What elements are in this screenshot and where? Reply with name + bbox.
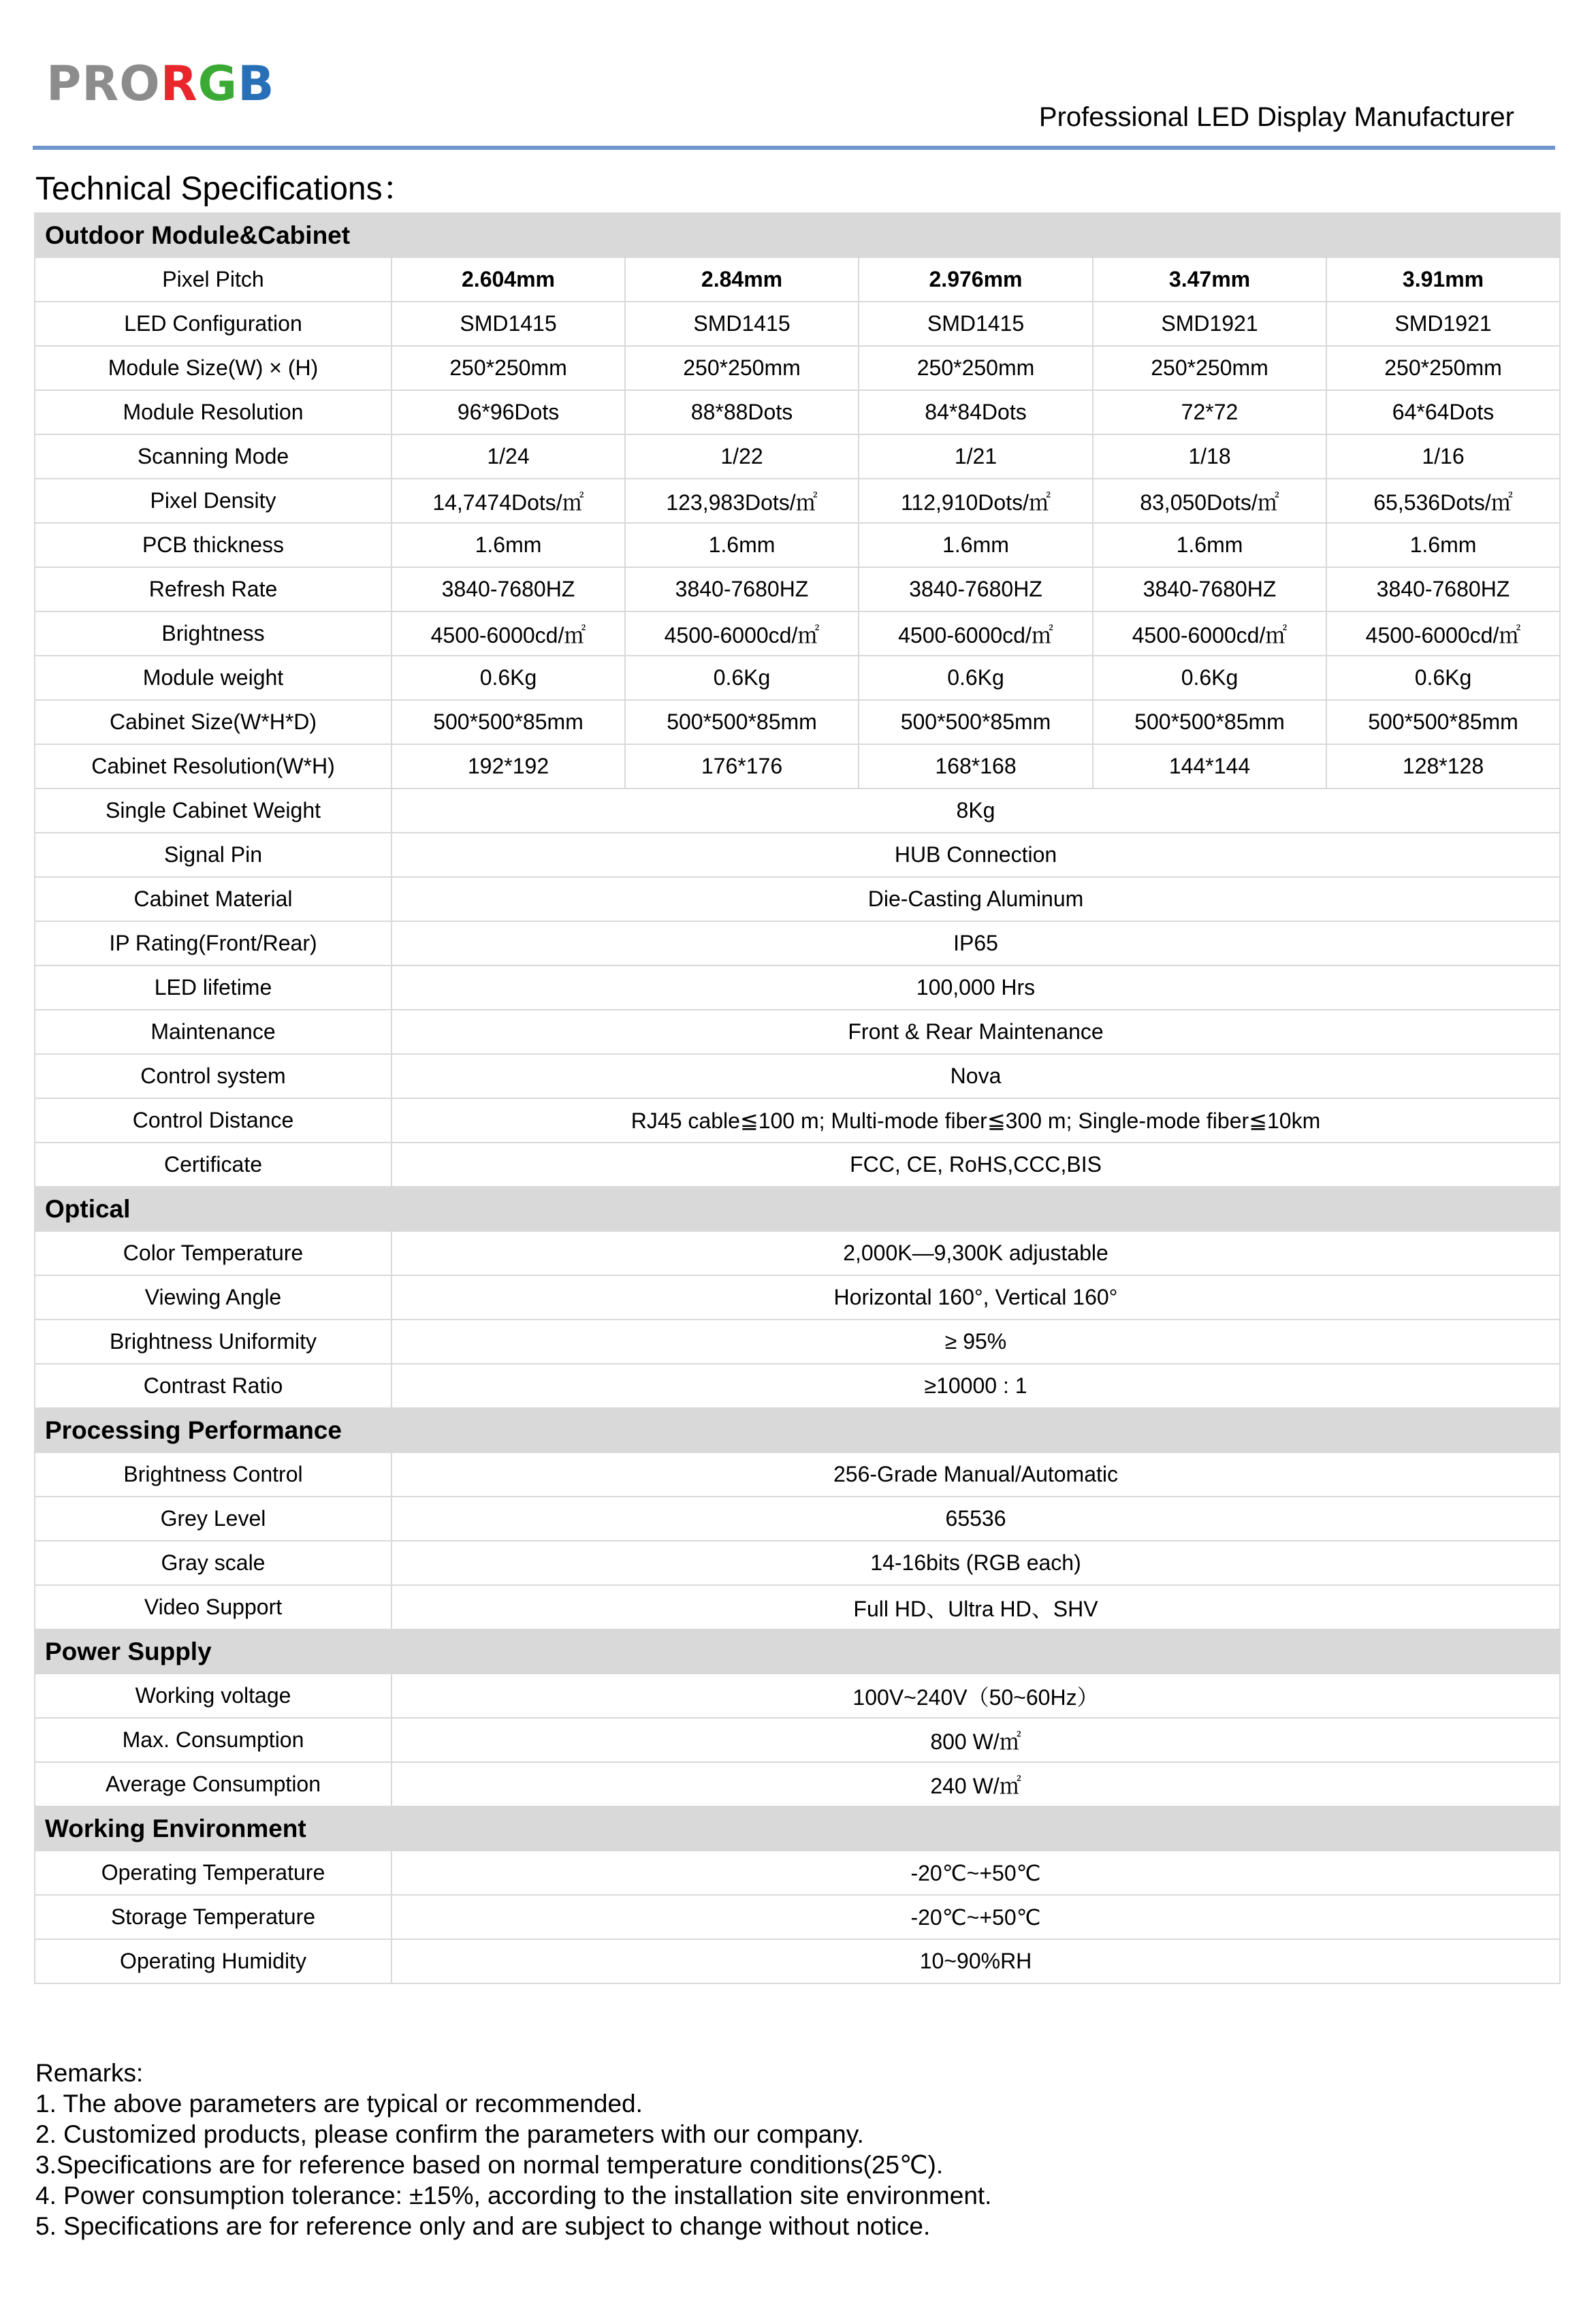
spec-value: Horizontal 160°, Vertical 160° xyxy=(392,1275,1560,1320)
spec-value: 3840-7680HZ xyxy=(1093,567,1326,611)
spec-label: Module weight xyxy=(35,656,392,700)
spec-row xyxy=(35,1143,1560,1187)
section-header-row xyxy=(35,1408,1560,1452)
remark-item: 2. Customized products, please confirm the parameters with our company. xyxy=(35,2120,864,2148)
spec-value: 65536 xyxy=(392,1497,1560,1541)
spec-value: 176*176 xyxy=(625,744,859,788)
spec-label: Brightness xyxy=(35,611,392,656)
spec-value: 250*250mm xyxy=(1326,346,1560,390)
spec-row xyxy=(35,700,1560,744)
spec-label: Operating Temperature xyxy=(35,1851,392,1895)
spec-value: 4500-6000cd/㎡ xyxy=(1093,611,1326,656)
spec-value: SMD1415 xyxy=(392,302,625,346)
spec-value: -20℃~+50℃ xyxy=(392,1851,1560,1895)
spec-value: 1.6mm xyxy=(392,523,625,567)
spec-label: Storage Temperature xyxy=(35,1895,392,1939)
spec-row xyxy=(35,1585,1560,1629)
spec-row xyxy=(35,656,1560,700)
spec-label: LED lifetime xyxy=(35,965,392,1010)
page-title: Technical Specifications： xyxy=(35,171,415,207)
spec-row xyxy=(35,788,1560,833)
spec-label: Grey Level xyxy=(35,1497,392,1541)
spec-label: Operating Humidity xyxy=(35,1939,392,1983)
spec-value: 1/18 xyxy=(1093,434,1326,479)
spec-row xyxy=(35,1364,1560,1408)
spec-value: SMD1415 xyxy=(859,302,1093,346)
spec-row xyxy=(35,390,1560,434)
spec-value: 256-Grade Manual/Automatic xyxy=(392,1452,1560,1497)
remarks-heading: Remarks: xyxy=(35,2059,144,2087)
spec-value: 168*168 xyxy=(859,744,1093,788)
spec-label: Control Distance xyxy=(35,1098,392,1143)
spec-value: 96*96Dots xyxy=(392,390,625,434)
spec-label: Control system xyxy=(35,1054,392,1098)
spec-value: 3840-7680HZ xyxy=(1326,567,1560,611)
spec-value: 500*500*85mm xyxy=(1326,700,1560,744)
spec-row xyxy=(35,1452,1560,1497)
spec-value: 500*500*85mm xyxy=(625,700,859,744)
spec-value: 84*84Dots xyxy=(859,390,1093,434)
logo-part-r: R xyxy=(160,56,198,112)
section-header-row xyxy=(35,1187,1560,1231)
section-header-row xyxy=(35,1806,1560,1851)
spec-value: 100,000 Hrs xyxy=(392,965,1560,1010)
spec-value: 3840-7680HZ xyxy=(392,567,625,611)
spec-value: 3.47mm xyxy=(1093,257,1326,302)
header-divider xyxy=(33,146,1555,150)
section-title: Power Supply xyxy=(35,1629,1560,1674)
spec-value: 3.91mm xyxy=(1326,257,1560,302)
spec-label: Cabinet Resolution(W*H) xyxy=(35,744,392,788)
spec-value: 192*192 xyxy=(392,744,625,788)
spec-label: Cabinet Size(W*H*D) xyxy=(35,700,392,744)
spec-value: Front & Rear Maintenance xyxy=(392,1010,1560,1054)
spec-row xyxy=(35,1718,1560,1762)
spec-value: 1/16 xyxy=(1326,434,1560,479)
logo-part-b: B xyxy=(238,56,275,112)
spec-value: 128*128 xyxy=(1326,744,1560,788)
spec-row xyxy=(35,1851,1560,1895)
spec-table xyxy=(34,212,1561,1984)
section-header-row xyxy=(35,213,1560,257)
section-title: Outdoor Module&Cabinet xyxy=(35,213,1560,257)
spec-value: 8Kg xyxy=(392,788,1560,833)
section-title: Optical xyxy=(35,1187,1560,1231)
spec-value: 1.6mm xyxy=(1326,523,1560,567)
spec-value: 0.6Kg xyxy=(1326,656,1560,700)
spec-row xyxy=(35,479,1560,523)
spec-value: 240 W/㎡ xyxy=(392,1762,1560,1806)
spec-row xyxy=(35,1275,1560,1320)
remark-item: 5. Specifications are for reference only and are subject to change without notice. xyxy=(35,2212,931,2240)
spec-label: Viewing Angle xyxy=(35,1275,392,1320)
spec-value: 1/24 xyxy=(392,434,625,479)
spec-value: 0.6Kg xyxy=(625,656,859,700)
spec-label: Gray scale xyxy=(35,1541,392,1585)
spec-value: 0.6Kg xyxy=(1093,656,1326,700)
spec-value: ≥ 95% xyxy=(392,1320,1560,1364)
spec-value: 500*500*85mm xyxy=(392,700,625,744)
spec-value: 250*250mm xyxy=(1093,346,1326,390)
spec-label: Pixel Density xyxy=(35,479,392,523)
spec-value: 64*64Dots xyxy=(1326,390,1560,434)
spec-value: FCC, CE, RoHS,CCC,BIS xyxy=(392,1143,1560,1187)
spec-value: HUB Connection xyxy=(392,833,1560,877)
spec-value: 4500-6000cd/㎡ xyxy=(392,611,625,656)
spec-label: Video Support xyxy=(35,1585,392,1629)
spec-row xyxy=(35,302,1560,346)
spec-label: PCB thickness xyxy=(35,523,392,567)
remark-item: 3.Specifications are for reference based on normal temperature conditions(25℃). xyxy=(35,2151,944,2179)
spec-label: Cabinet Material xyxy=(35,877,392,921)
spec-value: 14,7474Dots/㎡ xyxy=(392,479,625,523)
spec-label: IP Rating(Front/Rear) xyxy=(35,921,392,965)
spec-value: 500*500*85mm xyxy=(859,700,1093,744)
spec-value: 2.84mm xyxy=(625,257,859,302)
remarks-block xyxy=(35,2058,991,2241)
spec-value: 1.6mm xyxy=(625,523,859,567)
spec-row xyxy=(35,523,1560,567)
spec-row xyxy=(35,921,1560,965)
spec-value: 144*144 xyxy=(1093,744,1326,788)
spec-value: -20℃~+50℃ xyxy=(392,1895,1560,1939)
spec-label: Module Resolution xyxy=(35,390,392,434)
spec-value: 88*88Dots xyxy=(625,390,859,434)
spec-label: Average Consumption xyxy=(35,1762,392,1806)
spec-label: Contrast Ratio xyxy=(35,1364,392,1408)
spec-row xyxy=(35,611,1560,656)
spec-value: 3840-7680HZ xyxy=(625,567,859,611)
spec-value: RJ45 cable≦100 m; Multi-mode fiber≦300 m; Single-mode fiber≦10km xyxy=(392,1098,1560,1143)
spec-value: 2.604mm xyxy=(392,257,625,302)
spec-table-body xyxy=(35,213,1560,1983)
spec-label: Pixel Pitch xyxy=(35,257,392,302)
spec-value: 800 W/㎡ xyxy=(392,1718,1560,1762)
spec-value: Full HD、Ultra HD、SHV xyxy=(392,1585,1560,1629)
spec-value: 65,536Dots/㎡ xyxy=(1326,479,1560,523)
spec-value: 1.6mm xyxy=(1093,523,1326,567)
spec-label: Single Cabinet Weight xyxy=(35,788,392,833)
spec-value: SMD1921 xyxy=(1326,302,1560,346)
spec-value: 2,000K—9,300K adjustable xyxy=(392,1231,1560,1275)
section-title: Processing Performance xyxy=(35,1408,1560,1452)
spec-row xyxy=(35,567,1560,611)
spec-row xyxy=(35,1231,1560,1275)
spec-value: 4500-6000cd/㎡ xyxy=(625,611,859,656)
spec-value: 100V~240V（50~60Hz） xyxy=(392,1674,1560,1718)
spec-label: Maintenance xyxy=(35,1010,392,1054)
logo-part-pro: PRO xyxy=(46,56,161,112)
spec-row xyxy=(35,1054,1560,1098)
spec-row xyxy=(35,1541,1560,1585)
spec-row xyxy=(35,833,1560,877)
spec-value: 83,050Dots/㎡ xyxy=(1093,479,1326,523)
spec-value: 14-16bits (RGB each) xyxy=(392,1541,1560,1585)
spec-row xyxy=(35,1497,1560,1541)
spec-row xyxy=(35,1674,1560,1718)
spec-value: Die-Casting Aluminum xyxy=(392,877,1560,921)
spec-value: 4500-6000cd/㎡ xyxy=(859,611,1093,656)
spec-value: 250*250mm xyxy=(625,346,859,390)
spec-value: 3840-7680HZ xyxy=(859,567,1093,611)
spec-row xyxy=(35,1098,1560,1143)
spec-label: Max. Consumption xyxy=(35,1718,392,1762)
spec-label: Brightness Control xyxy=(35,1452,392,1497)
spec-value: 10~90%RH xyxy=(392,1939,1560,1983)
remark-item: 4. Power consumption tolerance: ±15%, according to the installation site environment. xyxy=(35,2182,992,2209)
spec-value: 1/21 xyxy=(859,434,1093,479)
spec-row xyxy=(35,965,1560,1010)
spec-value: SMD1921 xyxy=(1093,302,1326,346)
spec-row xyxy=(35,744,1560,788)
spec-label: Brightness Uniformity xyxy=(35,1320,392,1364)
spec-value: 4500-6000cd/㎡ xyxy=(1326,611,1560,656)
spec-value: 72*72 xyxy=(1093,390,1326,434)
spec-label: Scanning Mode xyxy=(35,434,392,479)
spec-value: Nova xyxy=(392,1054,1560,1098)
spec-value: 250*250mm xyxy=(859,346,1093,390)
logo-part-g: G xyxy=(197,56,238,112)
spec-value: 1.6mm xyxy=(859,523,1093,567)
spec-label: Color Temperature xyxy=(35,1231,392,1275)
spec-value: 112,910Dots/㎡ xyxy=(859,479,1093,523)
spec-label: LED Configuration xyxy=(35,302,392,346)
pixel-pitch-row xyxy=(35,257,1560,302)
spec-label: Refresh Rate xyxy=(35,567,392,611)
spec-value: IP65 xyxy=(392,921,1560,965)
spec-row xyxy=(35,346,1560,390)
spec-row xyxy=(35,1939,1560,1983)
spec-label: Module Size(W) × (H) xyxy=(35,346,392,390)
spec-label: Certificate xyxy=(35,1143,392,1187)
spec-value: 1/22 xyxy=(625,434,859,479)
section-header-row xyxy=(35,1629,1560,1674)
spec-row xyxy=(35,877,1560,921)
spec-value: 0.6Kg xyxy=(859,656,1093,700)
section-title: Working Environment xyxy=(35,1806,1560,1851)
spec-label: Working voltage xyxy=(35,1674,392,1718)
spec-value: 2.976mm xyxy=(859,257,1093,302)
spec-label: Signal Pin xyxy=(35,833,392,877)
spec-row xyxy=(35,1895,1560,1939)
spec-row xyxy=(35,1010,1560,1054)
spec-row xyxy=(35,434,1560,479)
spec-value: 500*500*85mm xyxy=(1093,700,1326,744)
spec-row xyxy=(35,1320,1560,1364)
spec-row xyxy=(35,1762,1560,1806)
spec-value: 250*250mm xyxy=(392,346,625,390)
spec-value: ≥10000 : 1 xyxy=(392,1364,1560,1408)
spec-value: SMD1415 xyxy=(625,302,859,346)
brand-logo xyxy=(46,56,275,112)
spec-value: 0.6Kg xyxy=(392,656,625,700)
spec-value: 123,983Dots/㎡ xyxy=(625,479,859,523)
header-tagline: Professional LED Display Manufacturer xyxy=(1038,102,1514,132)
remark-item: 1. The above parameters are typical or recommended. xyxy=(35,2090,643,2118)
